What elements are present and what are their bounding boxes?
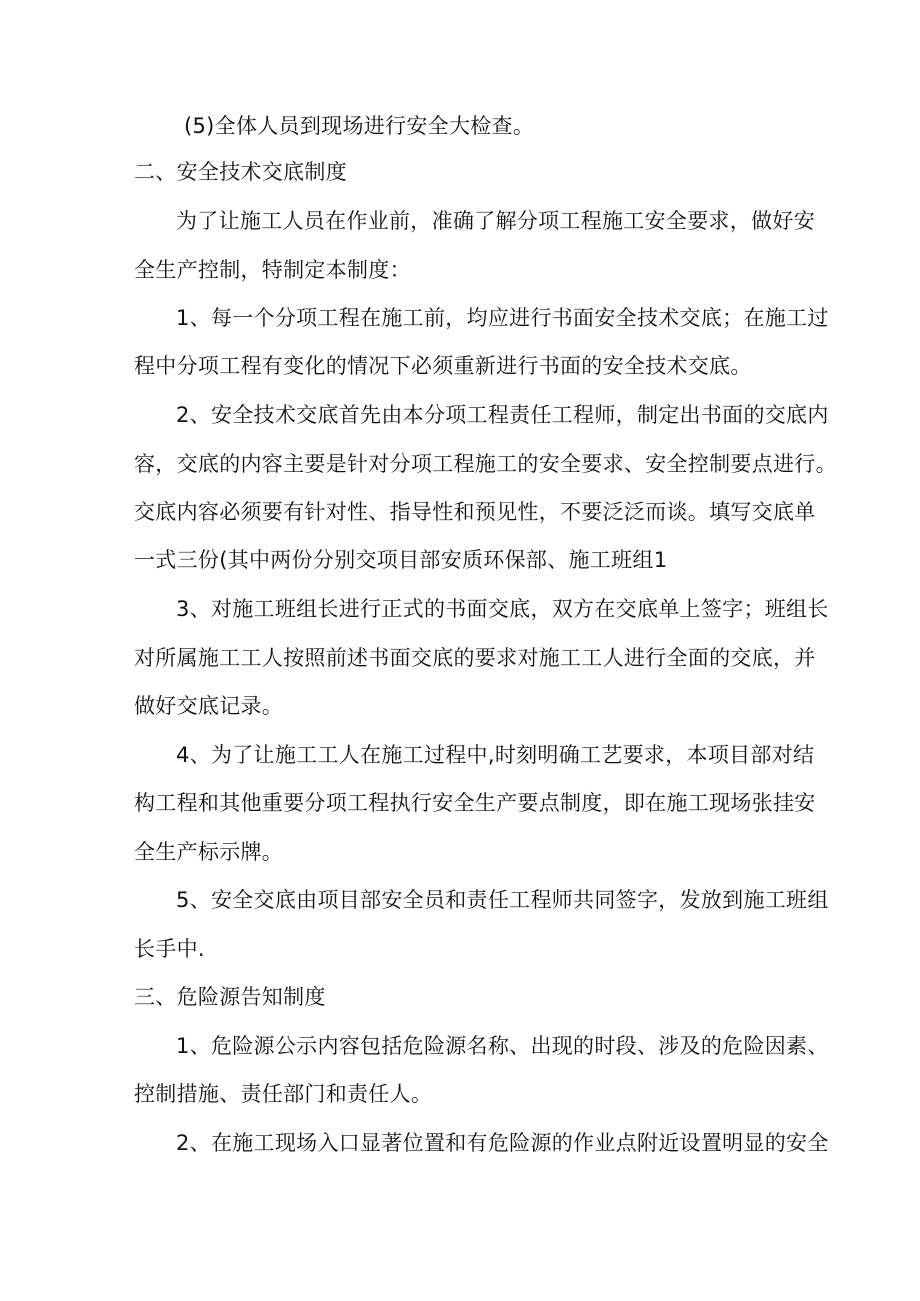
- text-line: 4、为了让施工工人在施工过程中,时刻明确工艺要求，本项目部对结: [176, 743, 815, 767]
- text-line: 2、在施工现场入口显著位置和有危险源的作业点附近设置明显的安全: [176, 1131, 829, 1155]
- text-line: 构工程和其他重要分项工程执行安全生产要点制度，即在施工现场张挂安: [134, 791, 816, 815]
- text-line: 为了让施工人员在作业前，准确了解分项工程施工安全要求，做好安: [176, 209, 815, 233]
- text-line: 全生产控制，特制定本制度：: [134, 258, 411, 282]
- text-line: 程中分项工程有变化的情况下必须重新进行书面的安全技术交底。: [134, 354, 752, 378]
- text-line: 容，交底的内容主要是针对分项工程施工的安全要求、安全控制要点进行。: [134, 452, 837, 476]
- text-line: 做好交底记录。: [134, 694, 284, 718]
- text-line: 交底内容必须要有针对性、指导性和预见性，不要泛泛而谈。填写交底单: [134, 500, 816, 524]
- text-line: 3、对施工班组长进行正式的书面交底，双方在交底单上签字；班组长: [176, 597, 829, 621]
- text-line: 对所属施工工人按照前述书面交底的要求对施工工人进行全面的交底，并: [134, 646, 816, 670]
- section-heading: 三、危险源告知制度: [134, 985, 326, 1009]
- text-line: (5)全体人员到现场进行安全大检查。: [184, 114, 535, 138]
- text-line: 控制措施、责任部门和责任人。: [134, 1082, 433, 1106]
- text-line: 长手中.: [134, 937, 205, 961]
- text-line: 5、安全交底由项目部安全员和责任工程师共同签字，发放到施工班组: [176, 888, 829, 912]
- section-heading: 二、安全技术交底制度: [134, 160, 347, 184]
- text-line: 一式三份(其中两份分别交项目部安质环保部、施工班组1: [134, 548, 668, 572]
- text-line: 2、安全技术交底首先由本分项工程责任工程师，制定出书面的交底内: [176, 403, 829, 427]
- text-line: 全生产标示牌。: [134, 840, 284, 864]
- text-line: 1、每一个分项工程在施工前，均应进行书面安全技术交底；在施工过: [176, 306, 829, 330]
- text-line: 1、危险源公示内容包括危险源名称、出现的时段、涉及的危险因素、: [176, 1034, 829, 1058]
